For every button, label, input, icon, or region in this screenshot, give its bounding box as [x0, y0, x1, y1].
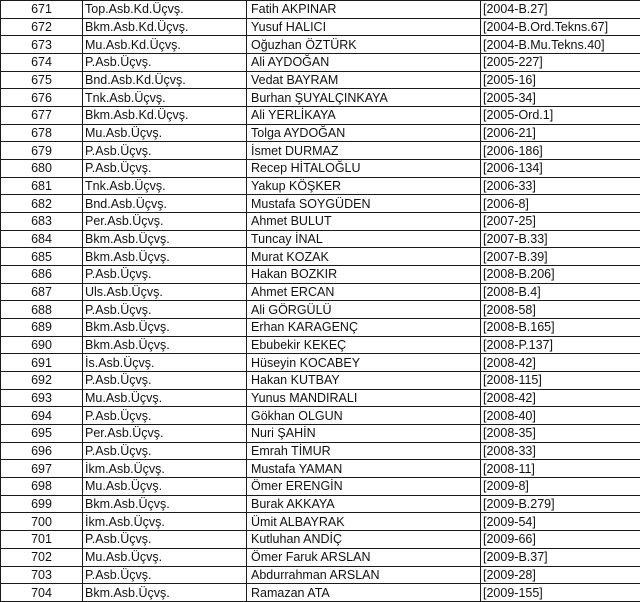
- table-row: [1, 213, 640, 231]
- rank-cell: İkm.Asb.Üçvş.: [83, 460, 247, 478]
- code-cell: [2008-B.4]: [481, 283, 640, 301]
- code-cell: [2004-B.Mu.Tekns.40]: [481, 36, 640, 54]
- table-row: [1, 230, 640, 248]
- table-row: [1, 177, 640, 195]
- rank-cell: Tnk.Asb.Üçvş.: [83, 177, 247, 195]
- row-number: 683: [1, 213, 83, 231]
- rank-cell: Bkm.Asb.Kd.Üçvş.: [83, 18, 247, 36]
- table-row: [1, 495, 640, 513]
- code-cell: [2004-B.Ord.Tekns.67]: [481, 18, 640, 36]
- code-cell: [2005-16]: [481, 71, 640, 89]
- rank-cell: P.Asb.Üçvş.: [83, 301, 247, 319]
- rank-cell: Bkm.Asb.Üçvş.: [83, 336, 247, 354]
- rank-cell: Uls.Asb.Üçvş.: [83, 283, 247, 301]
- rank-cell: Per.Asb.Üçvş.: [83, 425, 247, 443]
- name-cell: Recep HİTALOĞLU: [247, 160, 481, 178]
- name-cell: Yusuf HALICI: [247, 18, 481, 36]
- name-cell: İsmet DURMAZ: [247, 142, 481, 160]
- table-row: [1, 301, 640, 319]
- table-row: [1, 160, 640, 178]
- name-cell: Abdurrahman ARSLAN: [247, 566, 481, 584]
- row-number: 684: [1, 230, 83, 248]
- rank-cell: P.Asb.Üçvş.: [83, 54, 247, 72]
- table-row: [1, 548, 640, 566]
- table-row: [1, 478, 640, 496]
- table-row: [1, 18, 640, 36]
- name-cell: Vedat BAYRAM: [247, 71, 481, 89]
- name-cell: Oğuzhan ÖZTÜRK: [247, 36, 481, 54]
- code-cell: [2007-25]: [481, 213, 640, 231]
- row-number: 676: [1, 89, 83, 107]
- row-number: 690: [1, 336, 83, 354]
- name-cell: Gökhan OLGUN: [247, 407, 481, 425]
- code-cell: [2005-Ord.1]: [481, 107, 640, 125]
- table-row: [1, 124, 640, 142]
- name-cell: Mustafa YAMAN: [247, 460, 481, 478]
- rank-cell: P.Asb.Üçvş.: [83, 566, 247, 584]
- code-cell: [2009-66]: [481, 531, 640, 549]
- code-cell: [2008-35]: [481, 425, 640, 443]
- code-cell: [2008-42]: [481, 354, 640, 372]
- table-row: [1, 566, 640, 584]
- row-number: 680: [1, 160, 83, 178]
- rank-cell: Bkm.Asb.Kd.Üçvş.: [83, 107, 247, 125]
- code-cell: [2009-B.279]: [481, 495, 640, 513]
- code-cell: [2008-B.206]: [481, 266, 640, 284]
- name-cell: Emrah TİMUR: [247, 442, 481, 460]
- name-cell: Ümit ALBAYRAK: [247, 513, 481, 531]
- row-number: 699: [1, 495, 83, 513]
- table-row: [1, 372, 640, 390]
- rank-cell: Mu.Asb.Üçvş.: [83, 548, 247, 566]
- code-cell: [2008-B.165]: [481, 319, 640, 337]
- row-number: 677: [1, 107, 83, 125]
- table-row: [1, 283, 640, 301]
- rank-cell: Mu.Asb.Üçvş.: [83, 478, 247, 496]
- row-number: 695: [1, 425, 83, 443]
- table-row: [1, 531, 640, 549]
- name-cell: Fatih AKPINAR: [247, 1, 481, 19]
- row-number: 701: [1, 531, 83, 549]
- table-row: [1, 266, 640, 284]
- table-row: [1, 195, 640, 213]
- name-cell: Yakup KÖŞKER: [247, 177, 481, 195]
- name-cell: Ali YERLİKAYA: [247, 107, 481, 125]
- name-cell: Ömer Faruk ARSLAN: [247, 548, 481, 566]
- rank-cell: Mu.Asb.Kd.Üçvş.: [83, 36, 247, 54]
- table-row: [1, 460, 640, 478]
- table-row: [1, 513, 640, 531]
- table-body: [1, 1, 640, 602]
- row-number: 674: [1, 54, 83, 72]
- name-cell: Erhan KARAGENÇ: [247, 319, 481, 337]
- code-cell: [2009-155]: [481, 584, 640, 602]
- code-cell: [2008-33]: [481, 442, 640, 460]
- name-cell: Murat KOZAK: [247, 248, 481, 266]
- row-number: 693: [1, 389, 83, 407]
- row-number: 675: [1, 71, 83, 89]
- name-cell: Kutluhan ANDİÇ: [247, 531, 481, 549]
- code-cell: [2008-115]: [481, 372, 640, 390]
- code-cell: [2009-28]: [481, 566, 640, 584]
- row-number: 694: [1, 407, 83, 425]
- name-cell: Ali GÖRGÜLÜ: [247, 301, 481, 319]
- rank-cell: P.Asb.Üçvş.: [83, 407, 247, 425]
- rank-cell: P.Asb.Üçvş.: [83, 442, 247, 460]
- row-number: 697: [1, 460, 83, 478]
- name-cell: Tolga AYDOĞAN: [247, 124, 481, 142]
- row-number: 685: [1, 248, 83, 266]
- name-cell: Ahmet ERCAN: [247, 283, 481, 301]
- rank-cell: P.Asb.Üçvş.: [83, 266, 247, 284]
- code-cell: [2005-227]: [481, 54, 640, 72]
- name-cell: Ramazan ATA: [247, 584, 481, 602]
- rank-cell: İkm.Asb.Üçvş.: [83, 513, 247, 531]
- table-row: [1, 1, 640, 19]
- table-row: [1, 442, 640, 460]
- rank-cell: Bnd.Asb.Üçvş.: [83, 195, 247, 213]
- code-cell: [2006-8]: [481, 195, 640, 213]
- table-row: [1, 89, 640, 107]
- table-row: [1, 407, 640, 425]
- row-number: 689: [1, 319, 83, 337]
- rank-cell: Per.Asb.Üçvş.: [83, 213, 247, 231]
- row-number: 702: [1, 548, 83, 566]
- code-cell: [2009-B.37]: [481, 548, 640, 566]
- name-cell: Ömer ERENGİN: [247, 478, 481, 496]
- code-cell: [2008-11]: [481, 460, 640, 478]
- name-cell: Burhan ŞUYALÇINKAYA: [247, 89, 481, 107]
- name-cell: Nuri ŞAHİN: [247, 425, 481, 443]
- code-cell: [2008-40]: [481, 407, 640, 425]
- rank-cell: Bkm.Asb.Üçvş.: [83, 248, 247, 266]
- table-row: [1, 71, 640, 89]
- row-number: 679: [1, 142, 83, 160]
- rank-cell: Tnk.Asb.Üçvş.: [83, 89, 247, 107]
- name-cell: Hakan KUTBAY: [247, 372, 481, 390]
- row-number: 673: [1, 36, 83, 54]
- name-cell: Ebubekir KEKEÇ: [247, 336, 481, 354]
- code-cell: [2006-33]: [481, 177, 640, 195]
- code-cell: [2009-8]: [481, 478, 640, 496]
- row-number: 688: [1, 301, 83, 319]
- table-row: [1, 319, 640, 337]
- table-row: [1, 142, 640, 160]
- table-row: [1, 425, 640, 443]
- code-cell: [2007-B.39]: [481, 248, 640, 266]
- rank-cell: Mu.Asb.Üçvş.: [83, 124, 247, 142]
- code-cell: [2006-186]: [481, 142, 640, 160]
- row-number: 692: [1, 372, 83, 390]
- table-row: [1, 584, 640, 602]
- name-cell: Burak AKKAYA: [247, 495, 481, 513]
- rank-cell: P.Asb.Üçvş.: [83, 372, 247, 390]
- row-number: 700: [1, 513, 83, 531]
- rank-cell: Bkm.Asb.Üçvş.: [83, 319, 247, 337]
- code-cell: [2007-B.33]: [481, 230, 640, 248]
- table-row: [1, 389, 640, 407]
- code-cell: [2005-34]: [481, 89, 640, 107]
- rank-cell: Mu.Asb.Üçvş.: [83, 389, 247, 407]
- code-cell: [2009-54]: [481, 513, 640, 531]
- rank-cell: Bkm.Asb.Üçvş.: [83, 495, 247, 513]
- name-cell: Hakan BOZKIR: [247, 266, 481, 284]
- rank-cell: P.Asb.Üçvş.: [83, 531, 247, 549]
- rank-cell: Bnd.Asb.Kd.Üçvş.: [83, 71, 247, 89]
- table-row: [1, 336, 640, 354]
- row-number: 704: [1, 584, 83, 602]
- row-number: 698: [1, 478, 83, 496]
- code-cell: [2004-B.27]: [481, 1, 640, 19]
- name-cell: Ahmet BULUT: [247, 213, 481, 231]
- rank-cell: İs.Asb.Üçvş.: [83, 354, 247, 372]
- rank-cell: Bkm.Asb.Üçvş.: [83, 584, 247, 602]
- code-cell: [2008-58]: [481, 301, 640, 319]
- row-number: 671: [1, 1, 83, 19]
- row-number: 691: [1, 354, 83, 372]
- table-row: [1, 354, 640, 372]
- row-number: 682: [1, 195, 83, 213]
- row-number: 696: [1, 442, 83, 460]
- row-number: 681: [1, 177, 83, 195]
- row-number: 672: [1, 18, 83, 36]
- table-row: [1, 54, 640, 72]
- row-number: 686: [1, 266, 83, 284]
- table-row: [1, 248, 640, 266]
- name-cell: Hüseyin KOCABEY: [247, 354, 481, 372]
- rank-cell: Top.Asb.Kd.Üçvş.: [83, 1, 247, 19]
- rank-cell: P.Asb.Üçvş.: [83, 142, 247, 160]
- rank-cell: Bkm.Asb.Üçvş.: [83, 230, 247, 248]
- code-cell: [2006-134]: [481, 160, 640, 178]
- code-cell: [2006-21]: [481, 124, 640, 142]
- rank-cell: P.Asb.Üçvş.: [83, 160, 247, 178]
- row-number: 687: [1, 283, 83, 301]
- name-cell: Yunus MANDIRALI: [247, 389, 481, 407]
- table-row: [1, 107, 640, 125]
- name-cell: Mustafa SOYGÜDEN: [247, 195, 481, 213]
- name-cell: Tuncay İNAL: [247, 230, 481, 248]
- name-cell: Ali AYDOĞAN: [247, 54, 481, 72]
- row-number: 678: [1, 124, 83, 142]
- row-number: 703: [1, 566, 83, 584]
- code-cell: [2008-P.137]: [481, 336, 640, 354]
- code-cell: [2008-42]: [481, 389, 640, 407]
- table-row: [1, 36, 640, 54]
